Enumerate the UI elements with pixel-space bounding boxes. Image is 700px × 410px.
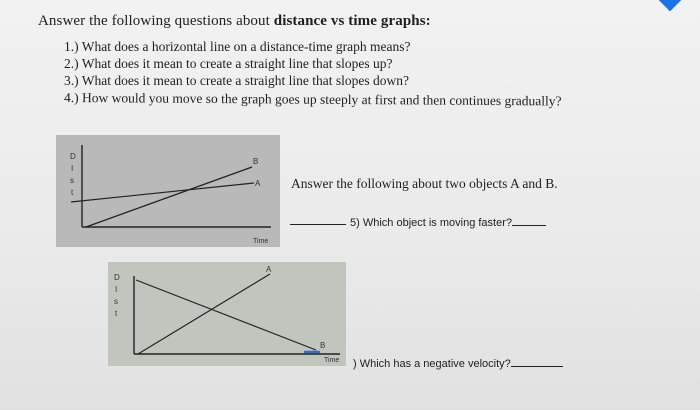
y-axis-letter: s — [114, 297, 118, 306]
y-axis-letter: t — [71, 188, 74, 197]
line-label-b: B — [320, 341, 326, 350]
question-item: 3.) What does it mean to create a straight line that slopes down? — [64, 73, 410, 88]
question-item: 2.) What does it mean to create a straight line that slopes up? — [64, 56, 393, 71]
line-label-b: B — [253, 157, 259, 166]
distance-time-graph-2 — [108, 262, 346, 366]
heading-prefix: Answer the following questions about — [38, 13, 274, 29]
distance-time-graph-1 — [56, 135, 280, 247]
y-axis-letter: s — [70, 176, 74, 185]
y-axis-letter: t — [115, 309, 118, 318]
y-axis-letter: D — [70, 152, 76, 161]
question-5 — [350, 217, 546, 229]
objects-prompt: Answer the following about two objects A and B. — [291, 176, 558, 191]
line-b — [86, 167, 252, 227]
line-a — [138, 274, 270, 354]
legend-line-sample — [290, 224, 346, 225]
y-axis-letter: D — [114, 273, 120, 282]
question-6 — [353, 358, 563, 370]
heading-topic: distance vs time graphs: — [273, 13, 431, 29]
line-label-a: A — [255, 179, 261, 188]
question-item: 1.) What does a horizontal line on a distance-time graph means? — [64, 39, 411, 54]
graph-1-svg — [56, 135, 280, 247]
question-item: 4.) How would you move so the graph goes up steeply at first and then continues gradually? — [63, 90, 562, 109]
answer-blank — [511, 366, 563, 367]
question-5-text: 5) Which object is moving faster? — [350, 217, 513, 229]
answer-blank — [512, 225, 546, 226]
graph-2-svg — [108, 262, 346, 366]
x-axis-label: Time — [324, 357, 340, 364]
x-axis-label: Time — [253, 238, 269, 245]
y-axis-letter: I — [71, 164, 74, 173]
line-label-a: A — [266, 265, 272, 274]
question-6-text: ) Which has a negative velocity? — [353, 358, 511, 370]
y-axis-letter: I — [115, 285, 118, 294]
worksheet-heading — [38, 13, 431, 30]
question-list — [63, 38, 562, 109]
corner-badge-icon — [659, 0, 682, 11]
